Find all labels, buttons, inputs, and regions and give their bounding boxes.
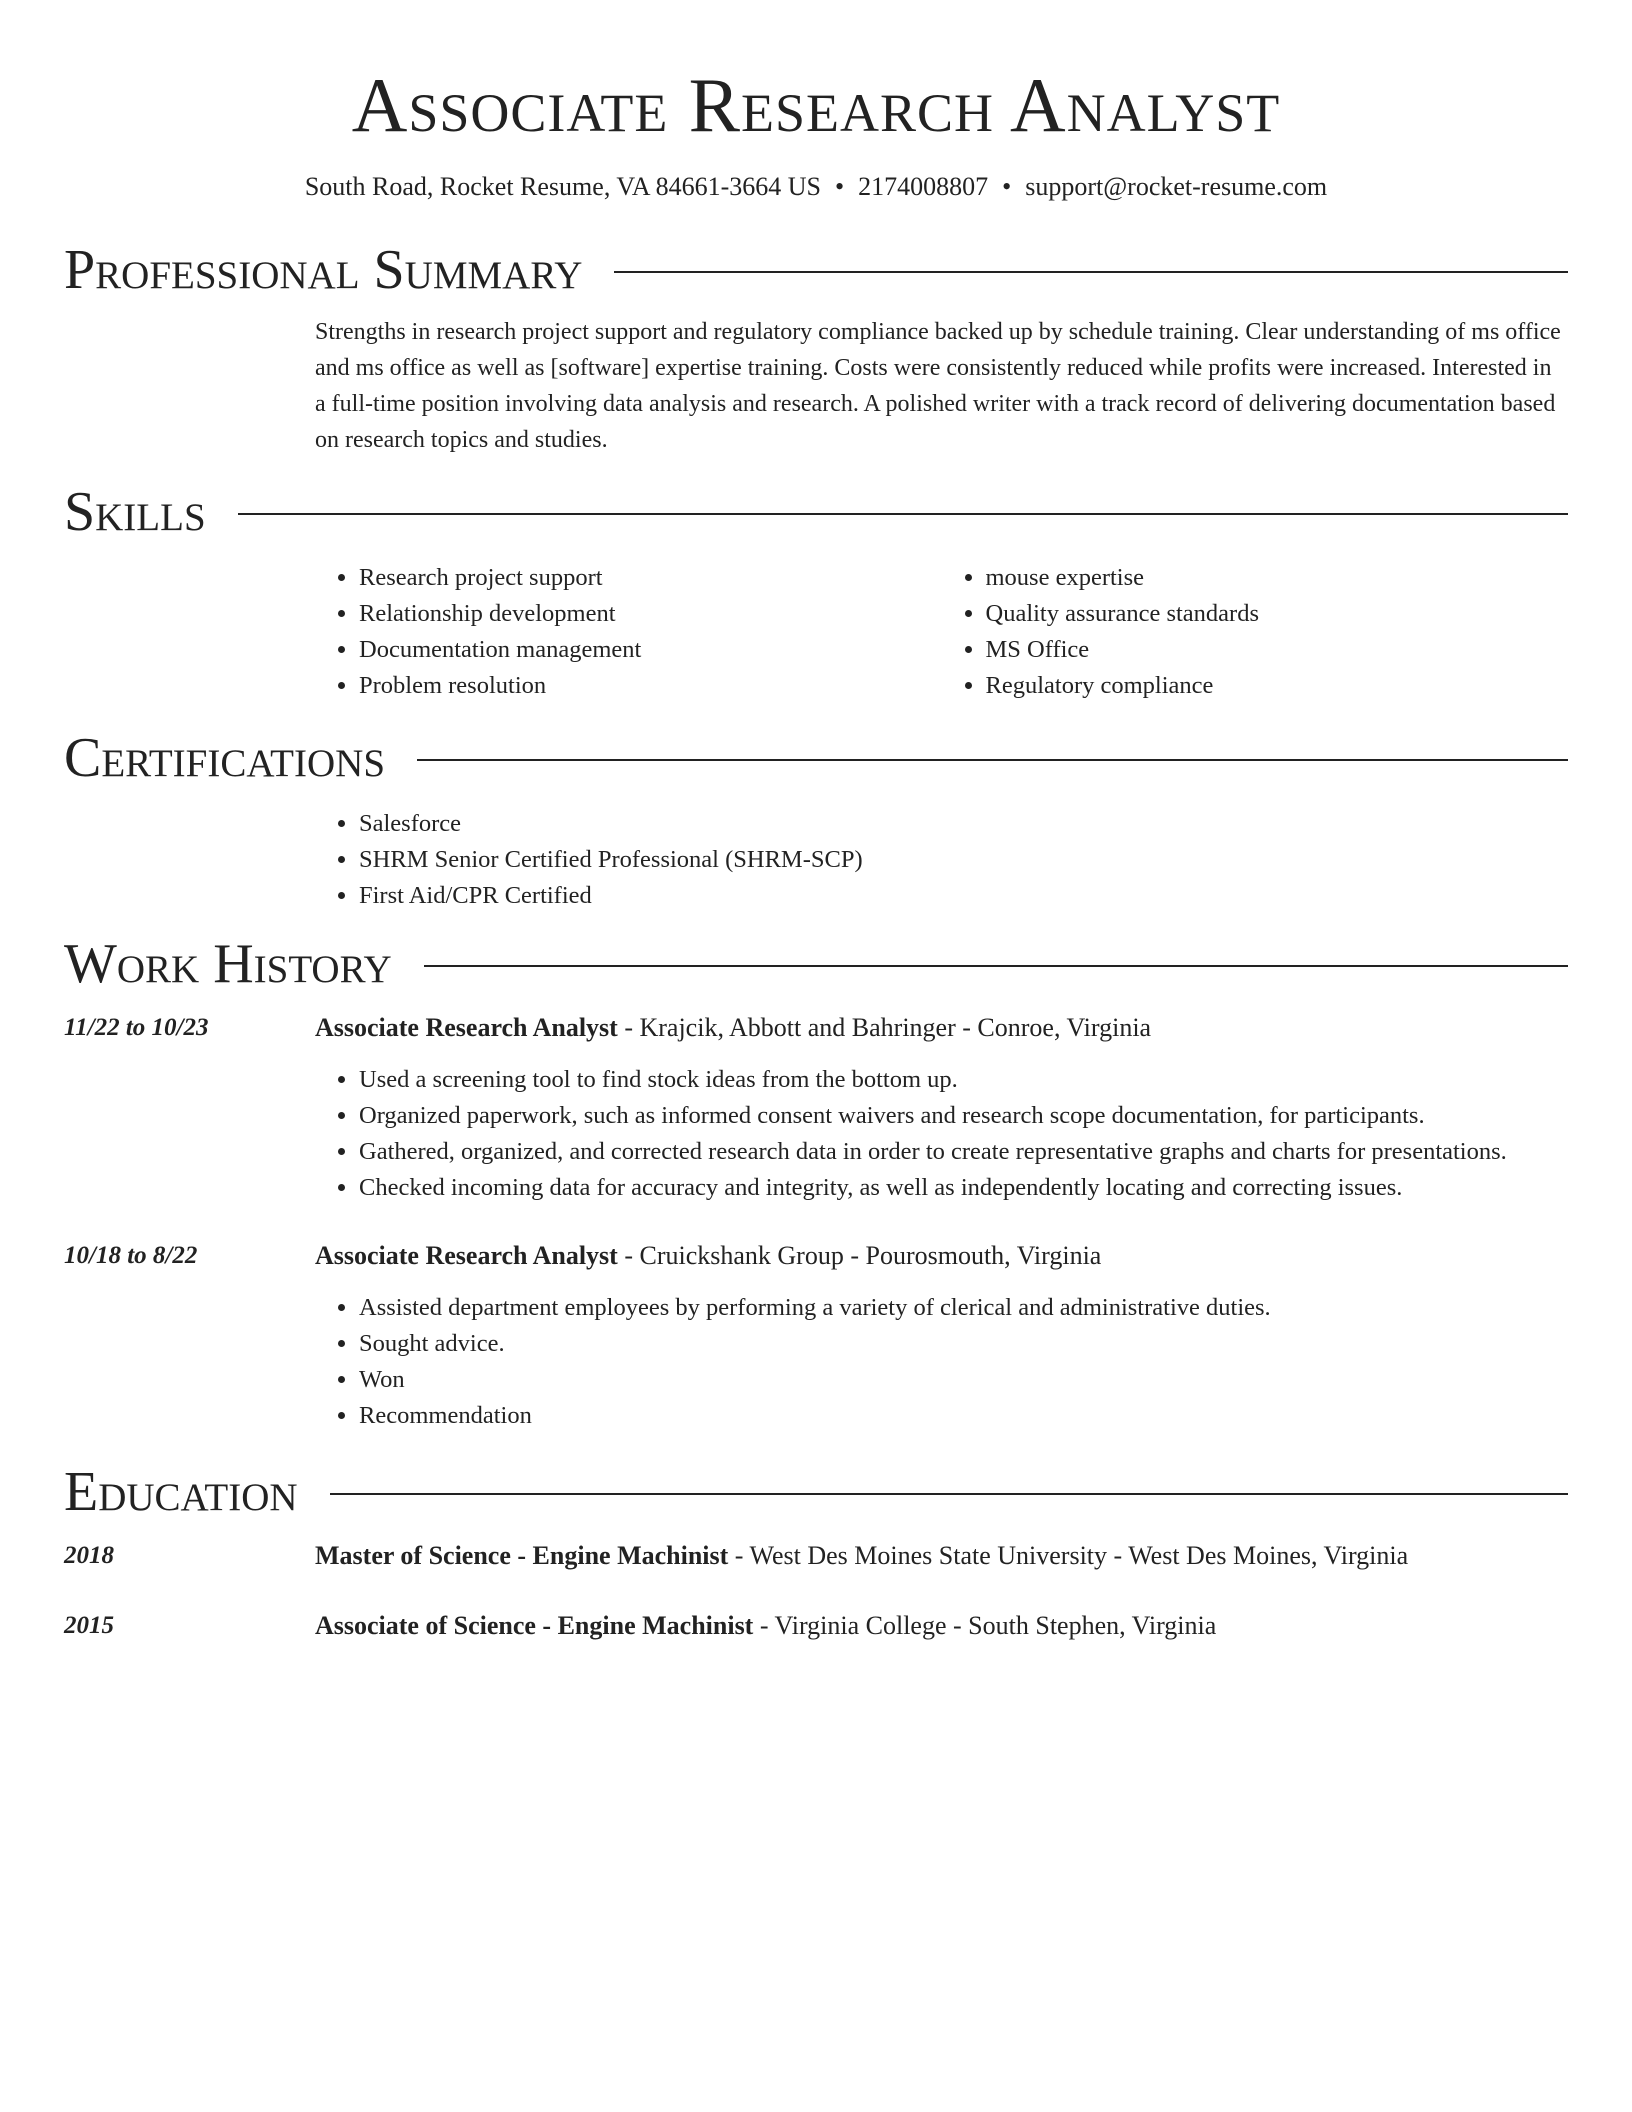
job-bullet: • Checked incoming data for accuracy and integrity, as well as independently locating and correcting issues.: [359, 1170, 1568, 1206]
skills-column-right: [942, 560, 1569, 704]
section-divider: [424, 965, 1568, 967]
resume-page: [64, 0, 1568, 1644]
job-bullet: • Gathered, organized, and corrected research data in order to create representative graphs and charts for presentations.: [359, 1134, 1568, 1170]
education-entry: [64, 1608, 1568, 1644]
skills-heading: Skills: [64, 481, 206, 543]
education-heading: Education: [64, 1461, 298, 1523]
degree: Associate of Science - Engine Machinist: [315, 1611, 754, 1640]
work-heading: Work History: [64, 933, 392, 995]
skill-item: • Research project support: [359, 560, 942, 596]
skill-item: • Regulatory compliance: [986, 668, 1569, 704]
job-bullet: • Organized paperwork, such as informed consent waivers and research scope documentation, for participants.: [359, 1098, 1568, 1134]
contact-line: [64, 170, 1568, 204]
degree: Master of Science - Engine Machinist: [315, 1541, 729, 1570]
job-title: Associate Research Analyst: [315, 1241, 618, 1270]
job-dates: 10/18 to 8/22: [64, 1242, 198, 1269]
job-title-line: [315, 1010, 1151, 1046]
phone: 2174008807: [858, 172, 989, 201]
job-bullets: [315, 1290, 1568, 1434]
job-bullet: • Sought advice.: [359, 1326, 1568, 1362]
education-line: [315, 1538, 1408, 1574]
candidate-name: Associate Research Analyst: [351, 62, 1281, 148]
education-year: 2015: [64, 1612, 114, 1639]
job-bullet: • Recommendation: [359, 1398, 1568, 1434]
certification-item: • SHRM Senior Certified Professional (SHRM-SCP): [359, 842, 1568, 878]
skills-heading-row: [64, 480, 1568, 544]
separator-dot: •: [1002, 172, 1012, 201]
skills-list: [315, 560, 1568, 704]
section-divider: [417, 759, 1568, 761]
job-bullet: • Used a screening tool to find stock ideas from the bottom up.: [359, 1062, 1568, 1098]
school: - Virginia College - South Stephen, Virginia: [753, 1611, 1217, 1640]
summary-heading-row: [64, 238, 1568, 302]
skill-item: • MS Office: [986, 632, 1569, 668]
job-title-line: [315, 1238, 1101, 1274]
certifications-heading: Certifications: [64, 727, 386, 789]
skill-item: • Documentation management: [359, 632, 942, 668]
certification-item: • Salesforce: [359, 806, 1568, 842]
section-divider: [238, 513, 1568, 515]
skill-item: • Quality assurance standards: [986, 596, 1569, 632]
certifications-list: [315, 806, 1568, 914]
skill-item: • Relationship development: [359, 596, 942, 632]
education-year: 2018: [64, 1542, 114, 1569]
job-employer: - Krajcik, Abbott and Bahringer - Conroe, Virginia: [617, 1013, 1152, 1042]
job-dates: 11/22 to 10/23: [64, 1014, 209, 1041]
certifications-heading-row: [64, 726, 1568, 790]
section-divider: [614, 271, 1568, 273]
education-entry: [64, 1538, 1568, 1574]
education-heading-row: [64, 1460, 1568, 1524]
skill-item: • mouse expertise: [986, 560, 1569, 596]
summary-text: Strengths in research project support and regulatory compliance backed up by schedule training. Clear understanding of ms office and ms office as well as [software] expertise training. Costs were consistently reduced while profits were increased. Interested in a full-time position involving data analysis and research. A polished writer with a track record of delivering documentation based on research topics and studies.: [315, 319, 1561, 453]
job-employer: - Cruickshank Group - Pourosmouth, Virginia: [617, 1241, 1102, 1270]
job-bullet: • Won: [359, 1362, 1568, 1398]
certification-item: • First Aid/CPR Certified: [359, 878, 1568, 914]
job-bullet: • Assisted department employees by performing a variety of clerical and administrative duties.: [359, 1290, 1568, 1326]
education-line: [315, 1608, 1216, 1644]
separator-dot: •: [835, 172, 845, 201]
job-entry: [64, 1238, 1568, 1274]
job-title: Associate Research Analyst: [315, 1013, 618, 1042]
summary-heading: Professional Summary: [64, 239, 583, 301]
job-entry: [64, 1010, 1568, 1046]
skills-column-left: [315, 560, 942, 704]
work-heading-row: [64, 932, 1568, 996]
job-bullets: [315, 1062, 1568, 1206]
school: - West Des Moines State University - West Des Moines, Virginia: [728, 1541, 1409, 1570]
address: South Road, Rocket Resume, VA 84661-3664 US: [304, 172, 822, 201]
section-divider: [330, 1493, 1568, 1495]
skill-item: • Problem resolution: [359, 668, 942, 704]
email: support@rocket-resume.com: [1025, 172, 1328, 201]
